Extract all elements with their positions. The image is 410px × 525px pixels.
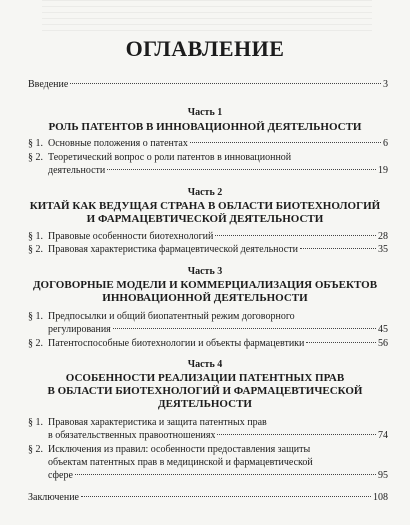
leader-dots [300,248,376,249]
part-1-title: РОЛЬ ПАТЕНТОВ В ИННОВАЦИОННОЙ ДЕЯТЕЛЬНОСТИ [48,121,362,133]
part-3-label: Часть 3 [187,266,223,277]
toc-entry-conclusion[interactable] [28,491,388,504]
part-3-title-line1: ДОГОВОРНЫЕ МОДЕЛИ И КОММЕРЦИАЛИЗАЦИЯ ОБЪЕКТОВ [32,279,378,291]
toc-entry-label: Теоретический вопрос о роли патентов в инновационной [48,152,292,163]
page-title: ОГЛАВЛЕНИЕ [125,36,285,61]
toc-page-number: 108 [373,492,388,503]
section-number: § 1. [28,231,43,242]
toc-entry-label-cont: в обязательственных правоотношениях [48,430,216,441]
leader-dots [81,496,371,497]
toc-entry-part4-sec1[interactable] [28,416,388,429]
section-number: § 1. [28,311,43,322]
toc-page-number: 28 [378,231,388,242]
toc-entry-label: Заключение [28,492,79,503]
leader-dots [70,83,381,84]
part-2-title-line2: И ФАРМАЦЕВТИЧЕСКОЙ ДЕЯТЕЛЬНОСТИ [86,213,324,225]
toc-entry-label-cont: деятельности [48,165,106,176]
section-number: § 1. [28,138,43,149]
toc-page-number: 56 [378,338,388,349]
leader-dots [215,235,376,236]
leader-dots [190,142,381,143]
toc-page-number: 6 [383,138,388,149]
part-4-title-line3: ДЕЯТЕЛЬНОСТИ [158,398,252,410]
toc-page-number: 95 [378,470,388,481]
section-number: § 2. [28,152,43,163]
toc-page-number: 35 [378,244,388,255]
toc-entry-part1-sec2[interactable] [28,151,388,164]
toc-page-number: 19 [378,165,388,176]
part-2-label: Часть 2 [187,187,223,198]
leader-dots [113,328,376,329]
section-number: § 2. [28,244,43,255]
toc-entry-label: Патентоспособные биотехнологии и объекты фармацевтики [48,338,305,349]
part-2-title-line1: КИТАЙ КАК ВЕДУЩАЯ СТРАНА В ОБЛАСТИ БИОТЕХНОЛОГИЙ [29,200,381,212]
leader-dots [107,169,376,170]
toc-entry-label-cont: объектам патентных прав в медицинской и фармацевтической [48,457,313,468]
toc-entry-part4-sec2-cont[interactable] [48,469,388,482]
section-number: § 2. [28,444,43,455]
leader-dots [217,434,376,435]
toc-entry-part3-sec1[interactable] [28,310,388,323]
part-4-label: Часть 4 [187,359,223,370]
toc-page-number: 74 [378,430,388,441]
toc-entry-label-cont: регулирования [48,324,111,335]
toc-entry-part2-sec1[interactable] [28,230,388,243]
toc-entry-part3-sec1-cont[interactable] [48,323,388,336]
toc-entry-label: Основные положения о патентах [48,138,188,149]
toc-entry-part3-sec2[interactable] [28,337,388,350]
toc-page-number: 45 [378,324,388,335]
toc-entry-label: Правовая характеристика фармацевтической деятельности [48,244,298,255]
toc-entry-part1-sec2-cont[interactable] [48,164,388,177]
toc-page-number: 3 [383,79,388,90]
toc-entry-label: Правовая характеристика и защита патентных прав [48,417,267,428]
part-3-title-line2: ИННОВАЦИОННОЙ ДЕЯТЕЛЬНОСТИ [102,292,308,304]
toc-entry-intro[interactable] [28,78,388,91]
toc-entry-part4-sec1-cont[interactable] [48,429,388,442]
part-1-label: Часть 1 [187,107,223,118]
part-4-title-line2: В ОБЛАСТИ БИОТЕХНОЛОГИЙ И ФАРМАЦЕВТИЧЕСКОЙ [47,385,363,397]
section-number: § 1. [28,417,43,428]
leader-dots [306,342,376,343]
toc-entry-label: Исключения из правил: особенности предоставления защиты [48,444,311,455]
toc-entry-label: Предпосылки и общий биопатентный режим договорного [48,311,295,322]
bleed-through-text [42,0,372,36]
part-4-title-line1: ОСОБЕННОСТИ РЕАЛИЗАЦИИ ПАТЕНТНЫХ ПРАВ [65,372,345,384]
toc-entry-label: Введение [28,79,69,90]
toc-entry-part1-sec1[interactable] [28,137,388,150]
toc-entry-label-cont: сфере [48,470,73,481]
toc-entry-part2-sec2[interactable] [28,243,388,256]
toc-entry-part4-sec2[interactable] [28,443,388,456]
toc-entry-label: Правовые особенности биотехнологий [48,231,214,242]
leader-dots [75,474,376,475]
section-number: § 2. [28,338,43,349]
